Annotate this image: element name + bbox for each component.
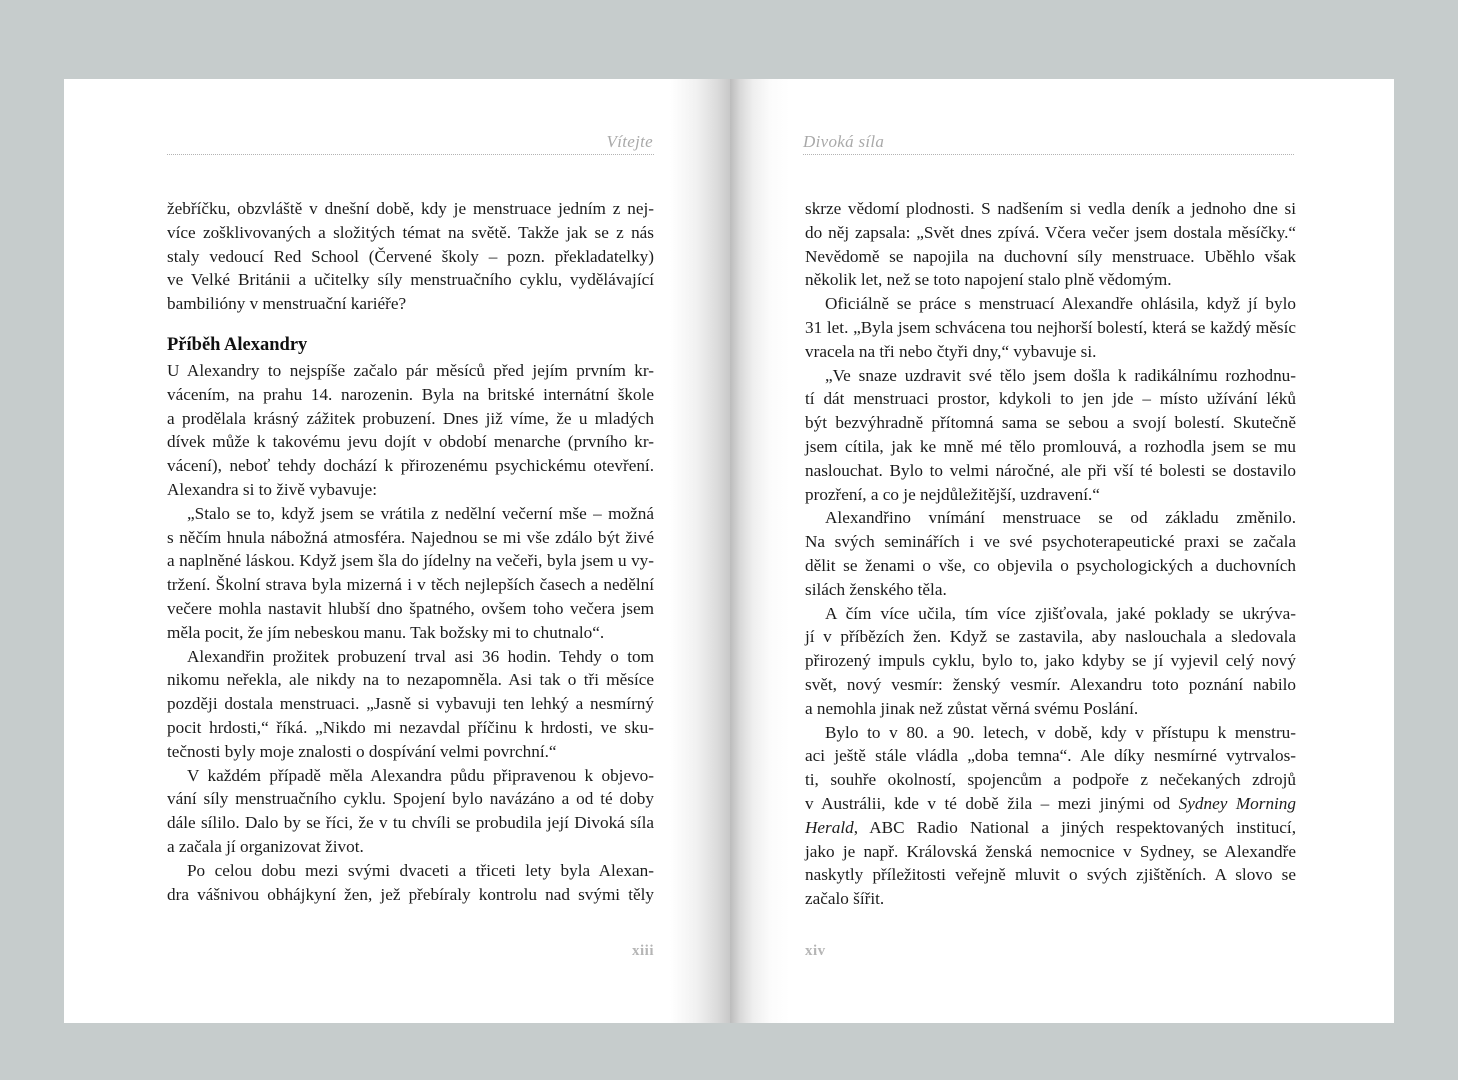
text-line: později dostala menstruaci. „Jasně si vybavuji ten lehký a nesmírný [167,694,654,714]
text-line: aci ještě stále vládla „doba temna“. Ale díky nesmírné vytrvalos- [805,746,1296,766]
paragraph [167,764,654,859]
intro-paragraph [167,197,654,316]
text-line: a prodělala krásný zážitek probuzení. Dnes již víme, že u mladých [167,408,654,428]
text-line: A čím více učila, tím více zjišťovala, jaké poklady se ukrýva- [825,603,1296,623]
text-line: začalo šířit. [805,889,885,909]
text-line: měla pocit, že jím nebeskou manu. Tak božsky mi to chutnalo“. [167,622,605,642]
text-line: a začala jí organizovat život. [167,836,364,856]
text-line: staly vedoucí Red School (Červené školy – pozn. překladatelky) [167,246,654,266]
text-line: vání síly menstruačního cyklu. Spojení bylo navázáno a od té doby [167,789,654,809]
text-line: dále sílilo. Dalo by se říci, že v tu chvíli se probudila její Divoká síla [167,813,654,833]
paragraph [805,721,1296,911]
text-line: U Alexandry to nejspíše začalo pár měsíců před jejím prvním kr- [167,360,654,380]
text-line: ve Velké Británii a učitelky síly menstruačního cyklu, vydělávající [167,270,654,290]
quote-paragraph [805,364,1296,507]
text-line: jako je např. Královská ženská nemocnice v Sydney, se Alexandře [805,841,1296,861]
text-line: Alexandra si to živě vybavuje: [167,479,378,499]
text-line: pocit hrdosti,“ říká. „Nikdo mi nezavdal příčinu k hrdosti, ve sku- [167,717,654,737]
left-page-body [167,197,654,906]
text-line: tržení. Školní strava byla mizerná i v těch nejlepších časech a nedělní [167,575,654,595]
text-line: naslouchat. Bylo to velmi náročné, ale při vší té bolesti se dostavilo [805,460,1296,480]
text-line: tí dát menstruaci prostor, kdykoli to jen jde – místo užívání léků [805,389,1296,409]
page-number-right: xiv [805,943,826,959]
right-page-body [805,197,1296,911]
section-heading: Příběh Alexandry [167,334,308,355]
text-line: jí v příbězích žen. Když se zastavila, aby naslouchala a sledovala [805,627,1296,647]
paragraph [167,859,654,907]
text-line: večere mohla nastavit hlubší dno špatného, ovšem toho večera jsem [167,598,654,618]
header-rule-right [803,154,1294,155]
text-line: vácení), neboť tehdy dochází k přirozenému psychickému otevření. [167,456,654,476]
paragraph [167,645,654,764]
text-line: přirozený impuls cyklu, bylo to, jako kdyby se jí vyjevil celý nový [805,651,1296,671]
text-line: do něj zapsala: „Svět dnes zpívá. Včera večer jsem dostala měsíčky.“ [805,222,1296,242]
book-spread [64,79,1394,1023]
text-line: a naplněné láskou. Když jsem šla do jídelny na večeři, byla jsem u vy- [167,551,654,571]
text-line: a nemohla jinak než zůstat věrná svému Poslání. [805,698,1139,718]
italic-title: Herald [805,817,854,837]
text-line: Nevědomě se napojila na duchovní síly menstruace. Uběhlo však [805,246,1296,266]
paragraph [805,506,1296,601]
text-line: „Ve snaze uzdravit své tělo jsem došla k radikálnímu rozhodnu- [825,365,1296,385]
paragraph [167,359,654,502]
paragraph [805,602,1296,721]
text-line: s něčím hnula nábožná atmosféra. Najednou se mi vše zdálo být živé [167,527,654,547]
paragraph [805,197,1296,292]
text-line: vácením, na prahu 14. narozenin. Byla na britské internátní škole [167,384,654,404]
text-line: „Stalo se to, když jsem se vrátila z nedělní večerní mše – možná [187,503,654,523]
text-line: V každém případě měla Alexandra půdu připravenou k objevo- [187,765,654,785]
text-line: dra vášnivou obhájkyní žen, jež přebíraly kontrolu nad svými těly [167,884,654,904]
text-line: žebříčku, obzvláště v dnešní době, kdy je menstruace jedním z nej- [167,199,654,218]
text-line: silách ženského těla. [805,579,947,599]
text-line: Bylo to v 80. a 90. letech, v době, kdy v přístupu k menstru- [825,722,1296,742]
quote-paragraph [167,502,654,645]
text-line: prozření, a co je nejdůležitější, uzdravení.“ [805,484,1100,504]
text-line: skrze vědomí plodnosti. S nadšením si vedla deník a jednoho dne si [805,199,1296,218]
text-line: Na svých seminářích i ve své psychoterapeutické praxi se začala [805,532,1296,552]
text-line: více zošklivovaných a složitých témat na světě. Takže jak se z nás [167,222,654,242]
left-page [64,79,730,1023]
text-line: několik let, než se toto napojení stalo plně vědomým. [805,270,1172,290]
text-line: nikomu neřekla, ale nikdy na to nezapomněla. Asi tak o tři měsíce [167,670,654,690]
text-line [805,792,1296,816]
text-line: Oficiálně se práce s menstruací Alexandře ohlásila, když jí bylo [825,294,1296,314]
italic-title: Sydney Morning [1178,793,1296,813]
text-line: být bezvýhradně přítomná sama se sebou a svojí bolestí. Skutečně [805,413,1296,433]
text-line: naskytly příležitosti veřejně mluvit o svých zjištěních. A slovo se [805,865,1296,885]
page-number-left: xiii [631,943,654,959]
text-line: dívek může k takovému jevu dojít v období menarche (prvního kr- [167,432,654,452]
text-run: v Austrálii, kde v té době žila – mezi jinými od [805,793,1179,813]
text-line: Alexandřino vnímání menstruace se od základu změnilo. [825,508,1296,528]
text-line: tečnosti byly moje znalosti o dospívání velmi povrchní.“ [167,741,557,761]
running-head-right: Divoká síla [803,132,885,151]
text-line: 31 let. „Byla jsem schvácena tou nejhorší bolestí, která se každý měsíc [805,317,1296,337]
text-line: ti, souhře okolností, spojencům a podpoře z nečekaných zdrojů [805,770,1296,790]
text-line: dělit se ženami o vše, co objevila o psychologických a duchovních [805,555,1296,575]
text-run: , ABC Radio National a jiných respektovaných institucí, [853,817,1296,837]
text-line: jsem cítila, jak ke mně mé tělo promlouvá, a rozhodla jsem se mu [805,436,1296,456]
text-line: Po celou dobu mezi svými dvaceti a třiceti lety byla Alexan- [187,860,654,880]
text-line: vracela na tři nebo čtyři dny,“ vybavuje si. [805,341,1097,361]
paragraph [805,292,1296,363]
header-rule-left [167,154,654,155]
right-page [730,79,1394,1023]
text-line: bambilióny v menstruační kariéře? [167,294,407,314]
text-line: svět, nový vesmír: ženský vesmír. Alexandru toto poznání nabilo [805,674,1296,694]
running-head-left: Vítejte [606,132,653,151]
text-line: Alexandřin prožitek probuzení trval asi 36 hodin. Tehdy o tom [187,646,654,666]
text-line [805,816,1296,840]
